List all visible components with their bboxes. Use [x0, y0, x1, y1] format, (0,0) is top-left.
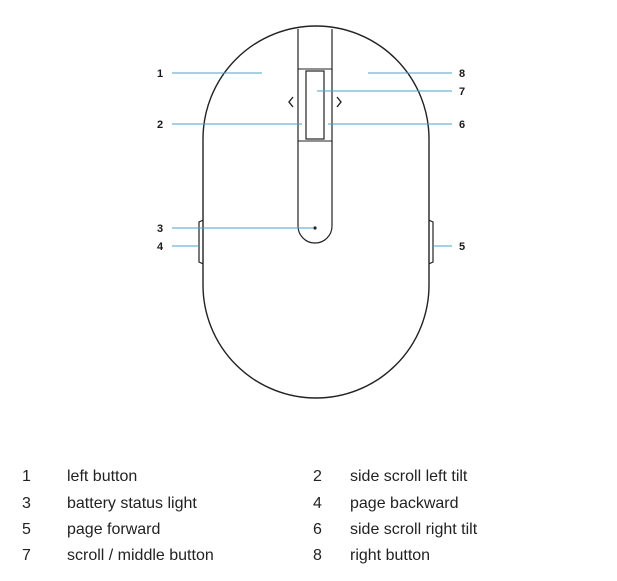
legend-number: 4 — [313, 495, 322, 512]
callout-6: 6 — [459, 119, 466, 131]
legend — [0, 462, 617, 572]
legend-number: 3 — [22, 495, 31, 512]
legend-row — [0, 519, 617, 541]
callout-2: 2 — [157, 119, 164, 131]
center-channel — [298, 29, 332, 243]
callout-7: 7 — [459, 86, 466, 98]
legend-label: side scroll right tilt — [350, 521, 478, 538]
legend-number: 8 — [313, 547, 322, 564]
legend-label: scroll / middle button — [67, 547, 214, 564]
callout-3: 3 — [157, 223, 164, 235]
legend-label: left button — [67, 468, 138, 485]
callout-1: 1 — [157, 68, 164, 80]
legend-number: 6 — [313, 521, 322, 538]
legend-number: 2 — [313, 468, 322, 485]
scroll-wheel — [306, 71, 324, 139]
mouse-body-outline — [203, 26, 429, 398]
legend-row — [0, 466, 617, 488]
legend-label: right button — [350, 547, 431, 564]
legend-label: side scroll left tilt — [350, 468, 468, 485]
chevron-right-icon — [337, 97, 341, 107]
legend-row — [0, 545, 617, 567]
legend-label: battery status light — [67, 495, 197, 512]
legend-number: 5 — [22, 521, 31, 538]
legend-number: 1 — [22, 468, 31, 485]
legend-label: page backward — [350, 495, 459, 512]
callout-5: 5 — [459, 241, 466, 253]
callout-8: 8 — [459, 68, 466, 80]
legend-label: page forward — [67, 521, 161, 538]
legend-row — [0, 493, 617, 515]
chevron-left-icon — [289, 97, 293, 107]
battery-status-light — [313, 226, 316, 229]
legend-number: 7 — [22, 547, 31, 564]
callout-4: 4 — [157, 241, 164, 253]
